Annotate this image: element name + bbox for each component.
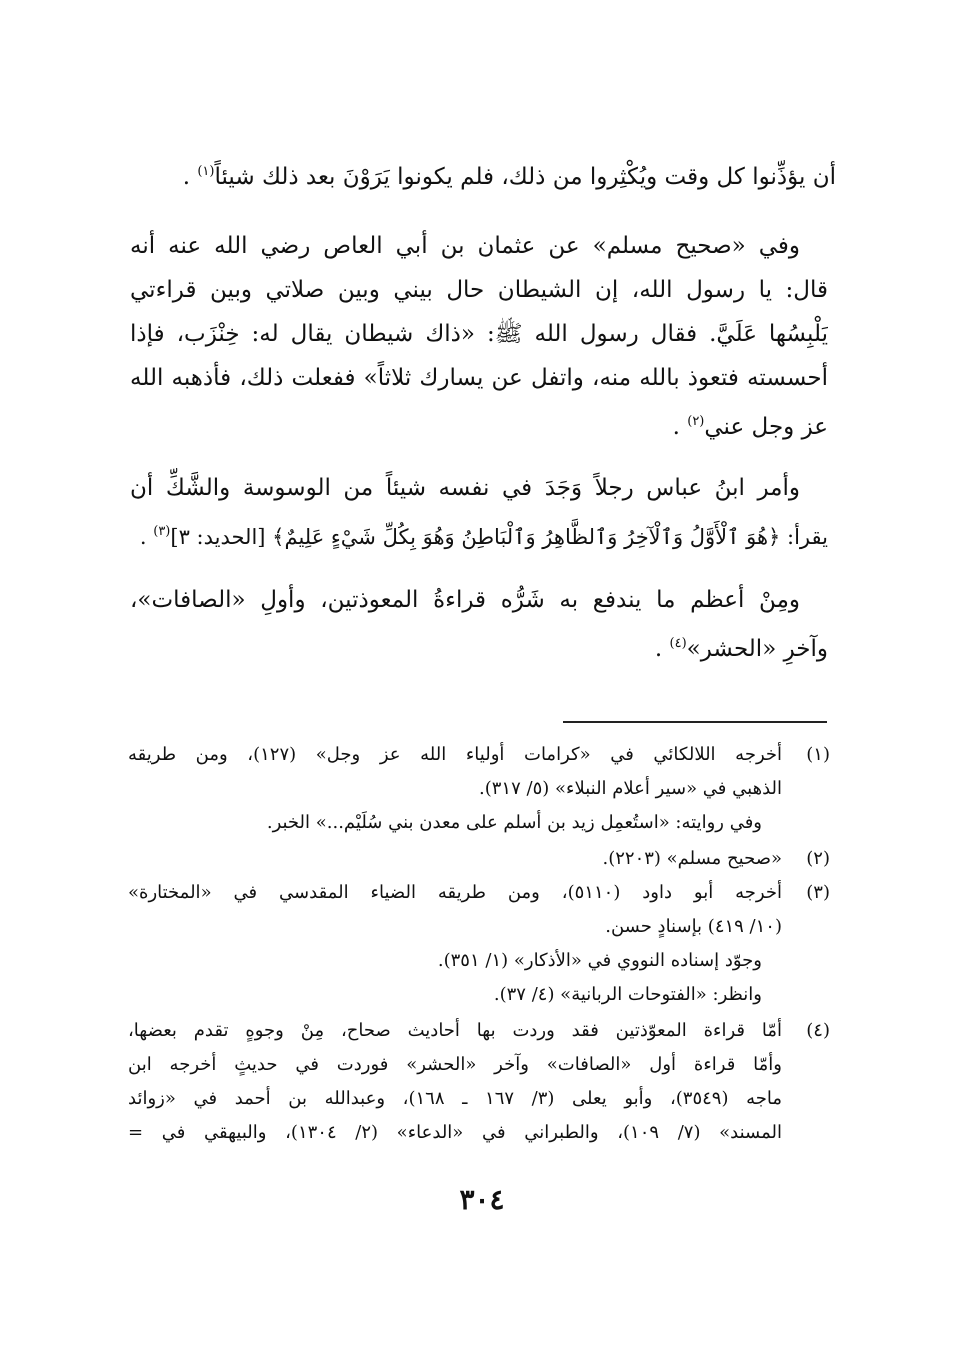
text-line: ومِنْ أعظم ما يندفع به شَرُّه قراءةُ المعوذتين، وأولِ «الصافات»، [130,587,800,613]
footnote-line: وفي روايته: «استُعمِل زيد بن أسلم على معدن بني سُلَيْم...» الخبر. [266,812,762,833]
footnote-separator [563,721,827,723]
text-line: أحسسته فتعوذ بالله منه، واتفل عن يسارك ثلاثاً» ففعلت ذلك، فأذهبه الله [130,365,828,391]
text-line: يقرأ: ﴿هُوَ ٱلْأَوَّلُ وَٱلْآخِرُ وَٱلظَّاهِرُ وَٱلْبَاطِنُ وَهُوَ بِكُلِّ شَيْءٍ عَلِيمٌ﴾ [الحديد: ٣]$^{(٣)}$ . [139,524,828,549]
footnote-line: وأمّا قراءة أول «الصافات» وآخر «الحشر» فوردت في حديثٍ أخرجه ابن [128,1054,782,1075]
footnote-line: أخرجه اللالكائي في «كرامات أولياء الله عز وجل» (١٢٧)، ومن طريقه [128,744,782,765]
footnote-number: (١) [806,744,830,765]
footnote-number: (٤) [806,1020,830,1041]
footnote-line: وانظر: «الفتوحات الربانية» (٤/ ٣٧). [493,984,762,1005]
footnote-marker: (٤) [669,636,687,651]
footnote-line: ماجه (٣٥٤٩)، وأبو يعلى (٣/ ١٦٧ ـ ١٦٨)، وعبدالله بن أحمد في «زوائد [128,1088,782,1109]
footnote-line: (١٠/ ٤١٩) بإسنادٍ حسن. [605,916,782,937]
text-line: أن يؤذِّنوا كل وقت ويُكْثِروا من ذلك، فلم يكونوا يَرَوْنَ بعد ذلك شيئاً$^{(١)}$ . [182,164,836,190]
text-line-body: أن يؤذِّنوا كل وقت ويُكْثِروا من ذلك، فلم يكونوا يَرَوْنَ بعد ذلك شيئاً [214,164,836,190]
footnote-line: أمّا قراءة المعوّذتين فقد وردت بها أحاديث صحاح، مِنْ وجوهٍ تقدم بعضها، [128,1020,782,1041]
footnote-line: «صحيح مسلم» (٢٢٠٣). [602,848,782,869]
text-line: يَلْبِسُها عَلَيَّ. فقال رسول الله ﷺ: «ذاك شيطان يقال له: خِنْزَب، فإذا [130,321,828,347]
footnote-marker: (٢) [687,414,705,429]
footnote-number: (٢) [806,848,830,869]
footnote-line: أخرجه أبو داود (٥١١٠)، ومن طريقه الضياء المقدسي في «المختارة» [128,882,782,903]
footnote-line: المسند» (٧/ ١٠٩)، والطبراني في «الدعاء» (٢/ ١٣٠٤)، والبيهقي في = [128,1122,782,1143]
footnote-marker: (١) [197,164,215,179]
text-line: عز وجل عني$^{(٢)}$ . [672,414,828,440]
text-line: وأمر ابنُ عباس رجلاً وَجَدَ في نفسه شيئاً من الوسوسة والشَّكِّ أن [130,475,800,501]
text-line: قال: يا رسول الله، إن الشيطان حال بيني وبين صلاتي وبين قراءتي [130,277,828,303]
footnote-line: الذهبي في «سير أعلام النبلاء» (٥/ ٣١٧). [479,778,782,799]
footnote-line: وجوّد إسناده النووي في «الأذكار» (١/ ٣٥١). [437,950,762,971]
text-line: وآخرِ «الحشر»$^{(٤)}$ . [654,636,828,662]
footnote-marker: (٣) [153,524,171,539]
footnote-number: (٣) [806,882,830,903]
page-number: ٣٠٤ [459,1183,505,1216]
text-line: وفي «صحيح مسلم» عن عثمان بن أبي العاص رضي الله عنه أنه [130,233,800,259]
